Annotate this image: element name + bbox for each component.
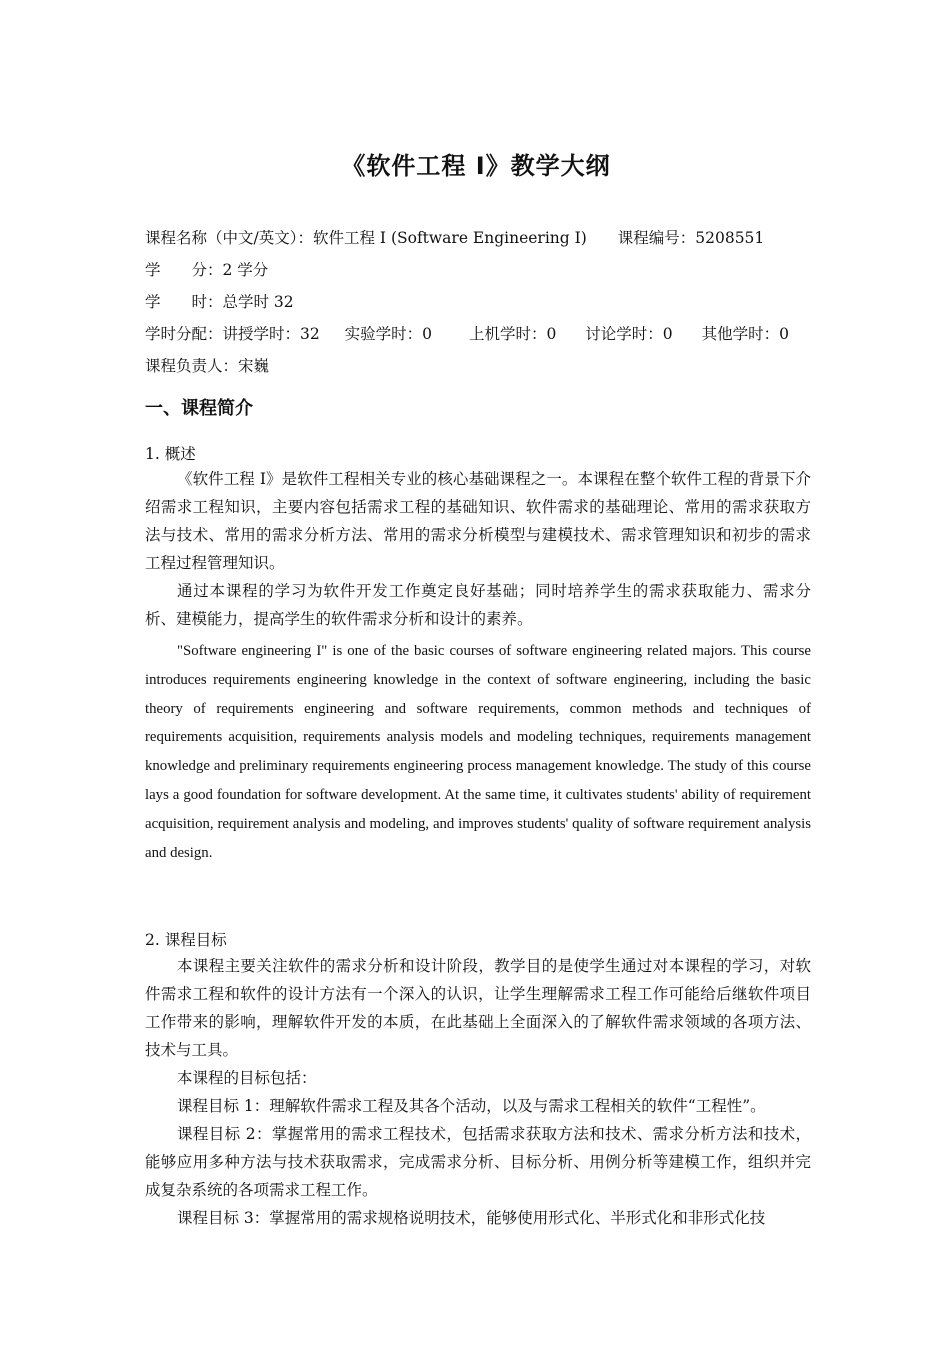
goals-paragraph-1: 本课程主要关注软件的需求分析和设计阶段，教学目的是使学生通过对本课程的学习，对软件需求工程和软件的设计方法有一个深入的认识，让学生理解需求工程工作可能给后继软件项目工作带来的影响，理解软件开发的本质，在此基础上全面深入的了解软件需求领域的各项方法、技术与工具。	[145, 957, 811, 1059]
computer-hours: 上机学时：0	[468, 325, 557, 343]
course-code: 课程编号：5208551	[617, 229, 765, 247]
hours-distribution-row	[145, 322, 825, 344]
document-title: 《软件工程 I》教学大纲	[341, 152, 611, 180]
lab-hours: 实验学时：0	[344, 325, 433, 343]
goals-body	[145, 952, 811, 1232]
goal-3: 课程目标 3：掌握常用的需求规格说明技术，能够使用形式化、半形式化和非形式化技	[177, 1209, 766, 1227]
course-hours: 学 时：总学时 32	[145, 293, 294, 311]
overview-paragraph-1: 《软件工程 I》是软件工程相关专业的核心基础课程之一。本课程在整个软件工程的背景下介绍需求工程知识，主要内容包括需求工程的基础知识、软件需求的基础理论、常用的需求获取方法与技术、常用的需求分析方法、常用的需求分析模型与建模技术、需求管理知识和初步的需求工程过程管理知识。	[145, 470, 811, 572]
course-name-row	[145, 226, 825, 248]
course-owner: 课程负责人：宋巍	[145, 357, 270, 375]
section-heading-intro: 一、课程简介	[145, 398, 253, 419]
goal-2: 课程目标 2：掌握常用的需求工程技术，包括需求获取方法和技术、需求分析方法和技术，能够应用多种方法与技术获取需求，完成需求分析、目标分析、用例分析等建模工作，组织并完成复杂系统的各项需求工程工作。	[145, 1125, 811, 1199]
course-name: 课程名称（中文/英文）：软件工程 I (Software Engineering I)	[145, 229, 587, 247]
lecture-hours: 学时分配：讲授学时：32	[145, 325, 320, 343]
goal-1: 课程目标 1：理解软件需求工程及其各个活动，以及与需求工程相关的软件“工程性”。	[177, 1097, 766, 1115]
overview-chinese	[145, 465, 811, 633]
overview-english-paragraph: "Software engineering I" is one of the basic courses of software engineering related majors. This course introduces requirements engineering knowledge in the context of software engineering, including the basic theory of requirements engineering and software requirements, common methods and techniques of requirements acquisition, requirements analysis models and modeling techniques, requirements management knowledge and preliminary requirements engineering process management knowledge. The study of this course lays a good foundation for software development. At the same time, it cultivates students' ability of requirement acquisition, requirement analysis and modeling, and improves students' quality of software requirement analysis and design.	[145, 643, 811, 861]
overview-heading: 1. 概述	[145, 445, 196, 463]
goals-heading: 2. 课程目标	[145, 931, 227, 949]
goals-paragraph-2: 本课程的目标包括：	[177, 1069, 317, 1087]
overview-paragraph-2: 通过本课程的学习为软件开发工作奠定良好基础；同时培养学生的需求获取能力、需求分析、建模能力，提高学生的软件需求分析和设计的素养。	[145, 582, 811, 628]
other-hours: 其他学时：0	[701, 325, 789, 343]
course-credit: 学 分：2 学分	[145, 261, 269, 279]
overview-english	[145, 637, 811, 867]
discussion-hours: 讨论学时：0	[585, 325, 673, 343]
